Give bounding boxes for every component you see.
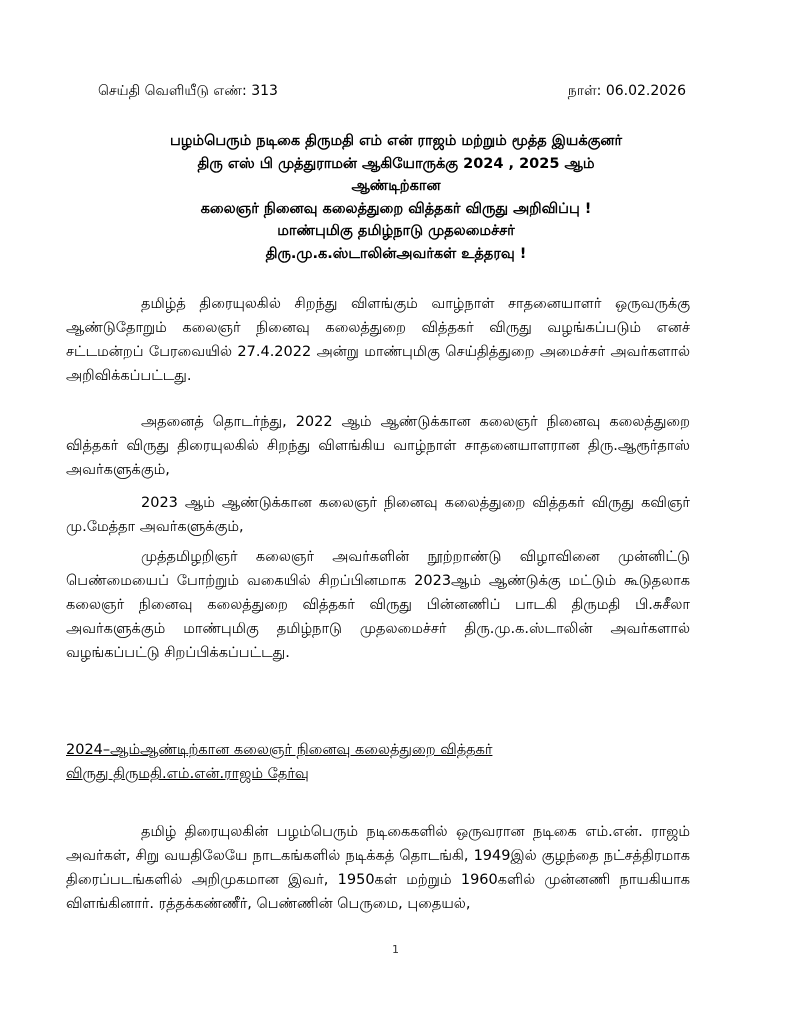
paragraph-2023-award: 2023 ஆம் ஆண்டுக்கான கலைஞர் நினைவு கலைத்துறை வித்தகர் விருது கவிஞர் மு.மேத்தா அவர்களுக்கும், bbox=[66, 495, 690, 535]
release-number: செய்தி வெளியீடு எண்: 313 bbox=[98, 83, 278, 99]
title-line: மாண்புமிகு தமிழ்நாடு முதலமைச்சர் bbox=[277, 223, 515, 239]
title-line: கலைஞர் நினைவு கலைத்துறை வித்தகர் விருது அறிவிப்பு ! bbox=[200, 200, 592, 217]
title-line: ஆண்டிற்கான bbox=[351, 178, 441, 194]
title-line: பழம்பெரும் நடிகை திருமதி எம் என் ராஜம் மற்றும் மூத்த இயக்குனர் bbox=[169, 133, 623, 149]
header-row bbox=[98, 82, 686, 100]
paragraph-centenary-award: முத்தமிழறிஞர் கலைஞர் அவர்களின் நூற்றாண்டு விழாவினை முன்னிட்டு பெண்மையைப் போற்றும் வகையில் சிறப்பினமாக 2023ஆம் ஆண்டுக்கு மட்டும் கூடுதலாக கலைஞர் நினைவு கலைத்துறை வித்தகர் விருது பின்னணிப் பாடகி திருமதி பி.சுசீலா அவர்களுக்கும் மாண்புமிகு தமிழ்நாடு முதலமைச்சர் திரு.மு.க.ஸ்டாலின் அவர்களால் வழங்கப்பட்டு சிறப்பிக்கப்பட்டது. bbox=[66, 549, 690, 661]
title-line: திரு.மு.க.ஸ்டாலின்அவர்கள் உத்தரவு ! bbox=[265, 245, 527, 262]
section-subheading bbox=[66, 738, 690, 786]
paragraph-2022-award: அதனைத் தொடர்ந்து, 2022 ஆம் ஆண்டுக்கான கலைஞர் நினைவு கலைத்துறை வித்தகர் விருது திரையுலகில் சிறந்து விளங்கிய வாழ்நாள் சாதனையாளரான திரு.ஆரூர்தாஸ் அவர்களுக்கும், bbox=[66, 414, 690, 478]
title-line: திரு எஸ் பி முத்துராமன் ஆகியோருக்கு 2024 , 2025 ஆம் bbox=[197, 155, 595, 172]
paragraph-announcement: தமிழ்த் திரையுலகில் சிறந்து விளங்கும் வாழ்நாள் சாதனையாளர் ஒருவருக்கு ஆண்டுதோறும் கலைஞர் நினைவு கலைத்துறை வித்தகர் விருது வழங்கப்படும் எனச் சட்டமன்றப் பேரவையில் 27.4.2022 அன்று மாண்புமிகு செய்தித்துறை அமைச்சர் அவர்களால் அறிவிக்கப்பட்டது. bbox=[66, 296, 690, 384]
subheading-line: 2024–ஆம்ஆண்டிற்கான கலைஞர் நினைவு கலைத்துறை வித்தகர் bbox=[66, 742, 493, 758]
release-date: நாள்: 06.02.2026 bbox=[567, 83, 686, 99]
page-number: 1 bbox=[392, 943, 399, 956]
paragraph-mn-rajam-bio: தமிழ் திரையுலகின் பழம்பெரும் நடிகைகளில் ஒருவரான நடிகை எம்.என். ராஜம் அவர்கள், சிறு வயதிலேயே நாடகங்களில் நடிக்கத் தொடங்கி, 1949இல் குழந்தை நட்சத்திரமாக திரைப்படங்களில் அறிமுகமான இவர், 1950கள் மற்றும் 1960களில் முன்னணி நாயகியாக விளங்கினார். ரத்தக்கண்ணீர், பெண்ணின் பெருமை, புதையல், bbox=[66, 824, 690, 912]
title-block bbox=[90, 130, 702, 265]
subheading-line: விருது திருமதி.எம்.என்.ராஜம் தேர்வு bbox=[66, 766, 309, 782]
